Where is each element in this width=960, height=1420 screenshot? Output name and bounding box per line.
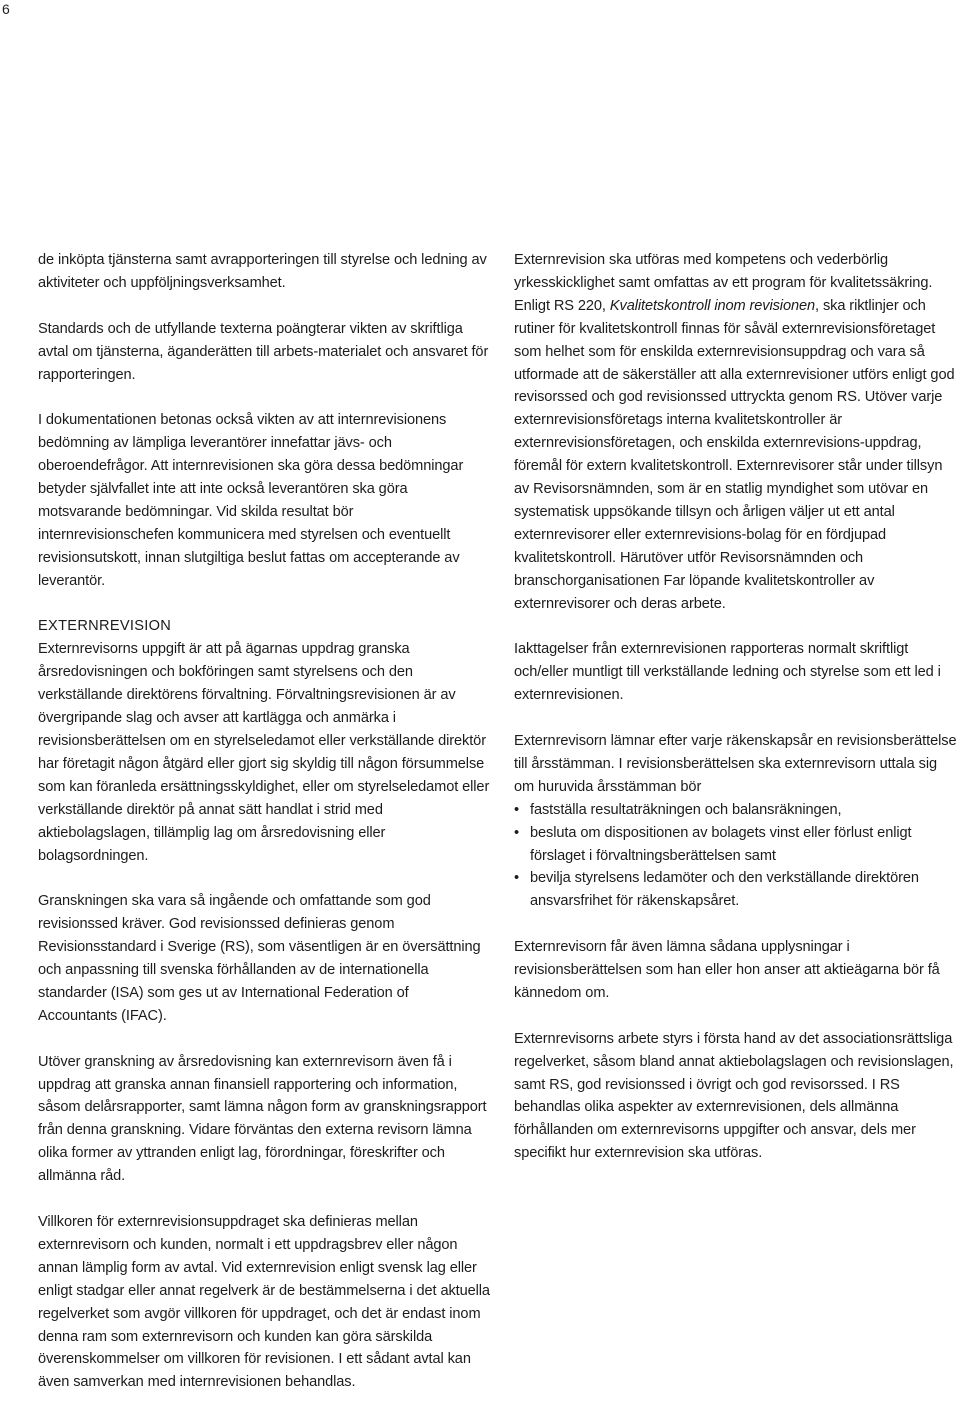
page-number: 6 xyxy=(2,1,10,17)
right-column xyxy=(514,249,960,1188)
list-item: • bevilja styrelsens ledamöter och den verkställande direktören ansvarsfrihet för räkenskapsåret. xyxy=(514,867,960,913)
list-item: • besluta om dispositionen av bolagets vinst eller förlust enligt förslaget i förvaltningsberättelsen samt xyxy=(514,822,960,868)
paragraph: Externrevisorns uppgift är att på ägarnas uppdrag granska årsredovisningen och bokföringen samt styrelsens och den verkställande direktörens förvaltning. Förvaltningsrevisionen är av övergripande slag och avser att kartlägga och anmärka i revisionsberättelsen om en styrelseledamot eller verkställande direktör har företagit någon åtgärd eller gjort sig skyldig till någon försummelse som kan föranleda ersättningsskyldighet, eller om styrelseledamot eller verkställande direktör på annat sätt handlat i strid med aktiebolagslagen, tillämplig lag om årsredovisning eller bolagsordningen. xyxy=(38,641,490,864)
standard-title: Kvalitetskontroll inom revisionen xyxy=(609,297,816,314)
list-item: • fastställa resultaträkningen och balansräkningen, xyxy=(514,799,960,822)
left-column xyxy=(38,249,490,1417)
paragraph-text: Externrevision ska utföras med kompetens och vederbörlig yrkesskicklighet samt omfattas av ett program för kvalitetssäkring. Enligt RS 220, xyxy=(514,252,933,314)
paragraph: I dokumentationen betonas också vikten av att internrevisionens bedömning av lämpliga leverantörer innefattar jävs- och oberoendefrågor. Att internrevisionen ska göra dessa bedömningar betyder självfallet inte att inte också leverantören ska göra motsvarande bedömningar. Vid skilda resultat bör internrevisionschefen kommunicera med styrelsen och eventuellt revisionsutskott, innan slutgiltiga beslut fattas om accepterande av leverantör. xyxy=(38,412,464,589)
paragraph: Externrevisorns arbete styrs i första hand av det associationsrättsliga regelverket, såsom bland annat aktiebolagslagen och revisionslagen, samt RS, god revisionssed i övrigt och god revisorssed. I RS behandlas olika aspekter av externrevisionen, dels allmänna förhållanden om externrevisorns uppgifter och ansvar, dels mer specifikt hur externrevision ska utföras. xyxy=(514,1030,954,1162)
paragraph: Iakttagelser från externrevisionen rapporteras normalt skriftligt och/eller muntligt till verkställande ledning och styrelse som ett led i externrevisionen. xyxy=(514,641,941,704)
paragraph: Externrevisorn lämnar efter varje räkenskapsår en revisionsberättelse till årsstämman. I revisionsberättelsen ska externrevisorn uttala sig om huruvida årsstämman bör xyxy=(514,733,957,795)
paragraph xyxy=(514,249,960,616)
paragraph: de inköpta tjänsterna samt avrapporteringen till styrelse och ledning av aktiviteter och uppföljningsverksamhet. xyxy=(38,252,487,291)
section-heading: EXTERNREVISION xyxy=(38,618,172,635)
paragraph: Externrevisorn får även lämna sådana upplysningar i revisionsberättelsen som han eller hon anser att aktieägarna bör få kännedom om. xyxy=(514,939,940,1001)
bullet-list xyxy=(514,799,960,914)
paragraph: Villkoren för externrevisionsuppdraget ska definieras mellan externrevisorn och kunden, normalt i ett uppdragsbrev eller någon annan lämplig form av avtal. Vid externrevision enligt svensk lag eller enligt stadgar eller annat regelverk är de bestämmelserna i det aktuella regelverket som avgör villkoren för uppdraget, och det är endast inom denna ram som externrevisorn och kunden kan göra särskilda överenskommelser om villkoren för revisionen. I ett sådant avtal kan även samverkan med internrevisionen behandlas. xyxy=(38,1213,490,1391)
paragraph: Granskningen ska vara så ingående och omfattande som god revisionssed kräver. God revisionssed definieras genom Revisionsstandard i Sverige (RS), som väsentligen är en översättning och anpassning till svenska förhållanden av de internationella standarder (ISA) som ges ut av International Federation of Accountants (IFAC). xyxy=(38,893,481,1024)
paragraph: Standards och de utfyllande texterna poängterar vikten av skriftliga avtal om tjänsterna, äganderätten till arbets-materialet och ansvaret för rapporteringen. xyxy=(38,320,489,383)
paragraph: Utöver granskning av årsredovisning kan externrevisorn även få i uppdrag att granska annan finansiell rapportering och information, såsom delårsrapporter, samt lämna någon form av granskningsrapport från denna granskning. Vidare förväntas den externa revisorn lämna olika former av yttranden enligt lag, förordningar, föreskrifter och allmänna råd. xyxy=(38,1053,487,1185)
paragraph-text: , ska riktlinjer och rutiner för kvalitetskontroll finnas för såväl externrevisionsföretaget som helhet som för enskilda externrevisionsuppdrag och vara så utformade att de säkerställer att alla externrevisioner utförs enligt god revisorssed och god revisionssed uttryckta genom RS. Utöver varje externrevisionsföretags interna kvalitetskontroller är externrevisionsföretagen, och enskilda externrevisions-uppdrag, föremål för extern kvalitetskontroll. Externrevisorer står under tillsyn av Revisorsnämnden, som är en statlig myndighet som utövar en systematisk uppsökande tillsyn och årligen väljer ut ett antal externrevisorer eller externrevisions-bolag för en fördjupad kvalitetskontroll. Härutöver utför Revisorsnämnden och branschorganisationen Far löpande kvalitetskontroller av externrevisorer och deras arbete. xyxy=(514,297,955,612)
